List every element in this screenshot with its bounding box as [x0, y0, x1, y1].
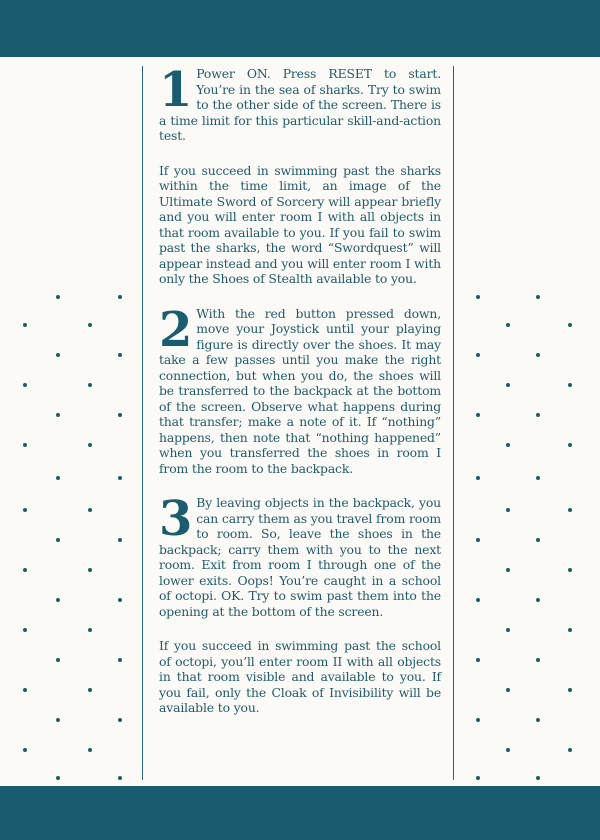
step-1-text: Power ON. Press RESET to start. You’re in the sea of sharks. Try to swim to the other side of the screen. There is a time limit for this particular skill-and-action test. — [159, 66, 441, 143]
left-column-rule — [142, 66, 143, 780]
step-1-followup-paragraph: If you succeed in swimming past the sharks within the time limit, an image of the Ultimate Sword of Sorcery will appear briefly and you will enter room I with all objects in that room available to you. If you fail to swim past the sharks, the word “Swordquest” will appear instead and you will enter room I with only the Shoes of Stealth available to you. — [159, 162, 441, 286]
step-number-3: 3 — [159, 491, 193, 547]
bottom-color-band — [0, 786, 600, 840]
step-1-paragraph — [159, 62, 441, 144]
step-number-2: 2 — [159, 301, 193, 358]
step-2-text: With the red button pressed down, move your Joystick until your playing figure is directly over the shoes. It may take a few passes until you make the right connection, but when you do, the shoes will be transferred to the backpack at the bottom of the screen. Observe what happens during that transfer; make a note of it. If “nothing” happens, then note that “nothing happened” when you transferred the shoes in room I from the room to the backpack. — [159, 305, 441, 476]
step-3-followup-paragraph: If you succeed in swimming past the school of octopi, you’ll enter room II with all objects in that room visible and available to you. If you fail, only the Cloak of Invisibility will be available to you. — [159, 638, 441, 715]
right-column-rule — [453, 66, 454, 780]
instructions-column — [159, 62, 441, 735]
step-number-1: 1 — [159, 62, 193, 118]
step-3-text: By leaving objects in the backpack, you can carry them as you travel from room to room. So, leave the shoes in the backpack; carry them with you to the next room. Exit from room I through one of the lower exits. Oops! You’re caught in a school of octopi. OK. Try to swim past them into the opening at the bottom of the screen. — [159, 495, 441, 619]
step-2-paragraph — [159, 301, 441, 477]
step-3-paragraph — [159, 491, 441, 619]
